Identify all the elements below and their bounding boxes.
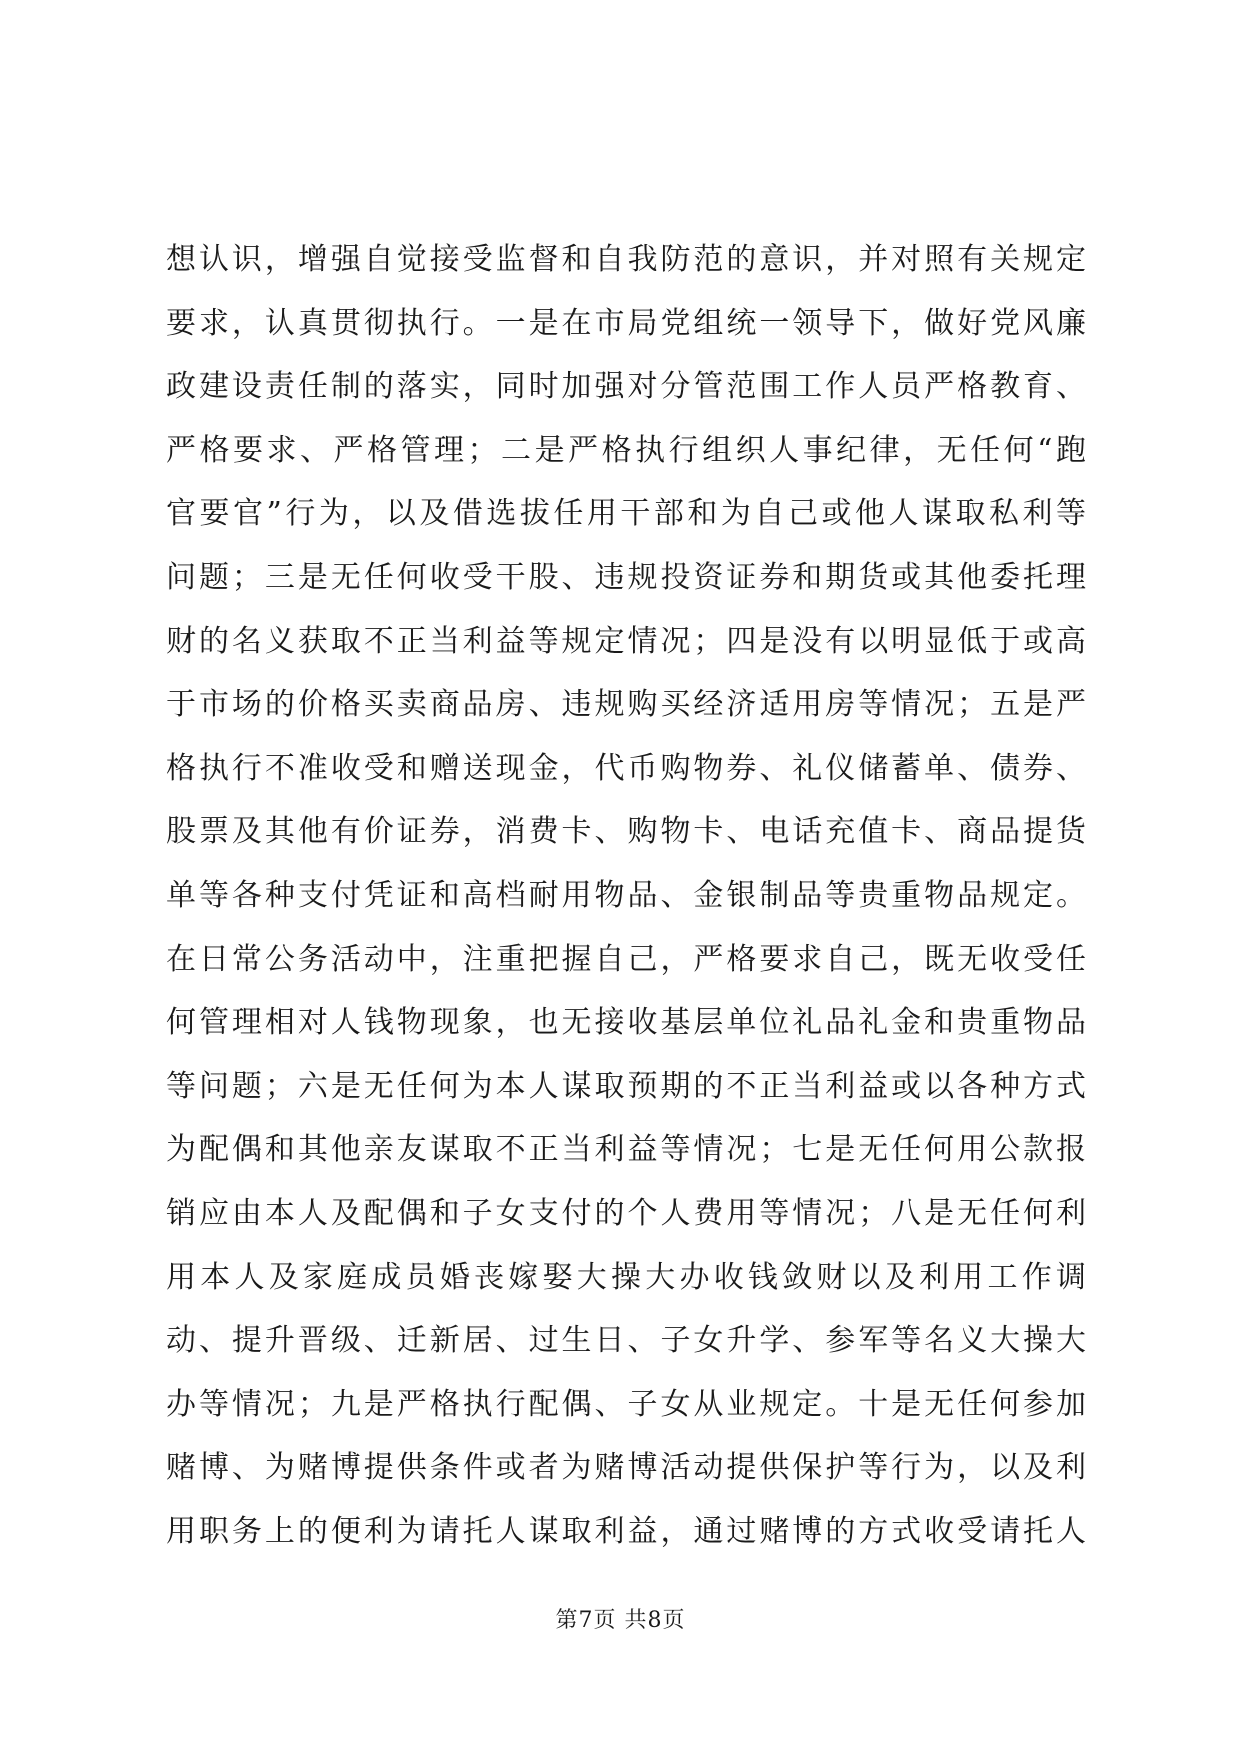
- text-line: 官要官”行为，以及借选拔任用干部和为自己或他人谋取私利等: [166, 496, 1086, 532]
- text-line: 赌博、为赌博提供条件或者为赌博活动提供保护等行为，以及利: [166, 1450, 1086, 1486]
- text-line: 何管理相对人钱物现象，也无接收基层单位礼品礼金和贵重物品: [166, 1005, 1086, 1041]
- text-line: 股票及其他有价证券，消费卡、购物卡、电话充值卡、商品提货: [166, 814, 1086, 850]
- text-line: 财的名义获取不正当利益等规定情况；四是没有以明显低于或高: [166, 623, 1086, 659]
- text-line: 为配偶和其他亲友谋取不正当利益等情况；七是无任何用公款报: [166, 1132, 1086, 1168]
- text-line: 办等情况；九是严格执行配偶、子女从业规定。十是无任何参加: [166, 1386, 1086, 1422]
- text-line: 在日常公务活动中，注重把握自己，严格要求自己，既无收受任: [166, 941, 1086, 977]
- text-line: 政建设责任制的落实，同时加强对分管范围工作人员严格教育、: [166, 369, 1086, 405]
- body-paragraph: [166, 228, 1086, 1563]
- text-line: 销应由本人及配偶和子女支付的个人费用等情况；八是无任何利: [166, 1195, 1086, 1231]
- page-number-label: 第7页 共8页: [555, 1608, 686, 1633]
- text-line: 等问题；六是无任何为本人谋取预期的不正当利益或以各种方式: [166, 1068, 1086, 1104]
- text-line: 于市场的价格买卖商品房、违规购买经济适用房等情况；五是严: [166, 687, 1086, 723]
- text-line: 想认识，增强自觉接受监督和自我防范的意识，并对照有关规定: [166, 242, 1086, 277]
- text-line: 严格要求、严格管理；二是严格执行组织人事纪律，无任何“跑: [166, 432, 1086, 468]
- text-line: 动、提升晋级、迁新居、过生日、子女升学、参军等名义大操大: [166, 1323, 1086, 1359]
- text-line: 用职务上的便利为请托人谋取利益，通过赌博的方式收受请托人: [166, 1513, 1086, 1549]
- text-line: 问题；三是无任何收受干股、违规投资证券和期货或其他委托理: [166, 559, 1086, 595]
- text-line: 单等各种支付凭证和高档耐用物品、金银制品等贵重物品规定。: [166, 877, 1086, 913]
- text-line: 格执行不准收受和赠送现金，代币购物券、礼仪储蓄单、债券、: [166, 750, 1086, 786]
- text-line: 要求，认真贯彻执行。一是在市局党组统一领导下，做好党风廉: [166, 305, 1086, 341]
- page-footer: [0, 1606, 1241, 1636]
- text-line: 用本人及家庭成员婚丧嫁娶大操大办收钱敛财以及利用工作调: [166, 1259, 1086, 1295]
